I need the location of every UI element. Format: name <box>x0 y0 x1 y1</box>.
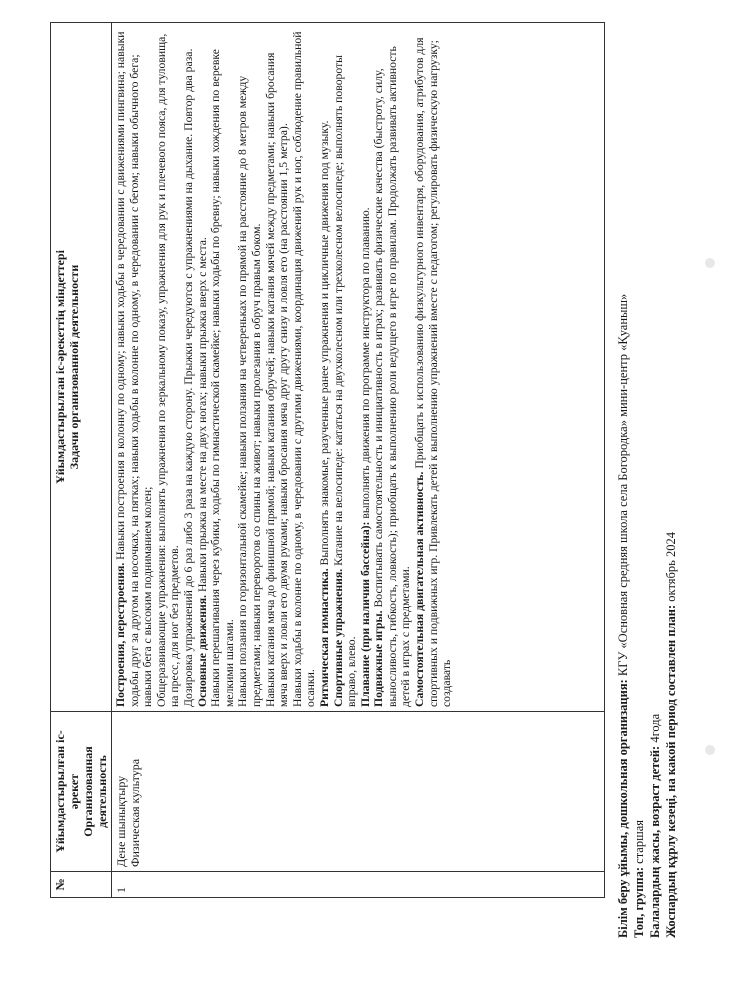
task-text: Выполнять знакомые, разученные ранее упражнения и цикличные движения под музыку. <box>317 120 331 569</box>
row-number: 1 <box>112 872 605 898</box>
row-activity-ru: Физическая культура <box>128 758 142 867</box>
task-paragraph <box>332 27 359 707</box>
task-paragraph <box>372 27 413 707</box>
organization-label: Білім беру ұйымы, дошкольная организация: <box>616 679 630 938</box>
task-paragraph <box>155 27 182 707</box>
task-text: Навыки построения в колонну по одному; навыки ходьбы в чередовании с движениями пингвина; навыки ходьбы друг за другом на носочках, на пятках; навыки ходьбы в колонне по одному, в чередовании с бегом; навыки обычного бега; навыки бега с высоким подниманием колен; <box>114 31 155 707</box>
task-heading: Плавание (при наличии бассейна): <box>358 521 372 707</box>
task-paragraph <box>114 27 155 707</box>
group-label: Топ, группа: <box>632 866 646 938</box>
task-paragraph <box>264 27 291 707</box>
table-header-row <box>51 23 112 898</box>
age-label: Балалардың жасы, возраст детей: <box>648 745 662 938</box>
task-text: Общеразвивающие упражнения: выполнять упражнения по зеркальному показу, упражнения для рук и плечевого пояса, для туловища, на пресс, для ног без предметов. <box>154 33 182 707</box>
row-tasks <box>112 23 605 712</box>
document-header <box>615 18 679 938</box>
header-tasks-ru: Задачи организованной деятельности <box>67 264 81 470</box>
age-line <box>647 18 663 938</box>
organization-line <box>615 18 631 938</box>
task-text: Навыки перешагивания через кубики, ходьбы по гимнастической скамейке; навыки ходьбы по бревну; навыки хождения по веревке мелкими шагами. <box>209 49 236 707</box>
task-heading: Основные движения. <box>195 594 209 707</box>
header-number: № <box>51 872 112 898</box>
task-heading: Спортивные упражнения. <box>331 568 345 707</box>
header-activity-kz: Ұйымдастырылған іс-әрекет <box>53 730 81 853</box>
task-text: Приобщать к использованию физкультурного инвентаря, оборудования, атрибутов для спортивных и подвижных игр. Привлекать детей к выполнению упражнений вместе с педагогом; регулировать физическую нагрузку; создавать <box>413 37 454 707</box>
task-paragraph <box>413 27 454 707</box>
task-heading: Построения, перестроения. <box>114 562 127 707</box>
period-label: Жоспардың құрлу кезеңі, на какой период составлен план: <box>664 604 678 938</box>
group-value: старшая <box>632 819 646 864</box>
row-activity-kz: Дене шынықтыру <box>114 775 128 867</box>
group-line <box>631 18 647 938</box>
task-text: Навыки прыжка на месте на двух ногах; навыки прыжка вверх с места. <box>195 237 209 595</box>
header-tasks <box>51 23 112 712</box>
task-paragraph <box>291 27 318 707</box>
row-activity <box>112 712 605 872</box>
task-paragraph <box>196 27 210 707</box>
organization-value: КГУ «Основная средняя школа села Богородка» мини-центр «Қуаныш» <box>616 293 630 677</box>
header-activity <box>51 712 112 872</box>
task-heading: Подвижные игры. <box>372 610 386 707</box>
task-heading: Ритмическая гимнастика. <box>317 568 331 707</box>
task-text: Катание на велосипеде: кататься на двухколесном или трехколесном велосипеде; выполнять повороты вправо, влево. <box>331 54 359 707</box>
task-heading: Самостоятельная двигательная активность. <box>413 471 427 707</box>
task-paragraph <box>209 27 236 707</box>
period-value: октябрь 2024 <box>664 532 678 602</box>
header-tasks-kz: Ұйымдастырылған іс-әрекеттің міндеттері <box>53 250 67 484</box>
task-paragraph <box>236 27 263 707</box>
period-line <box>663 18 679 938</box>
task-paragraph <box>182 27 196 707</box>
task-paragraph <box>359 27 373 707</box>
table-row <box>112 23 605 898</box>
task-text: выполнять движения по программе инструктора по плаванию. <box>358 207 372 522</box>
task-text: Навыки ползания по горизонтальной скамейке; навыки ползания на четвереньках по прямой на расстояние до 8 метров между предметами; навыки переворотов со спины на живот; навыки пролезания в обруч правым боком. <box>236 75 263 707</box>
age-value: 4года <box>648 713 662 743</box>
plan-table <box>50 22 605 898</box>
task-text: Навыки ходьбы в колонне по одному, в чередовании с другими движениями, координация движений рук и ног, соблюдение правильной осанки. <box>290 31 318 707</box>
task-text: Навыки катания мяча до финишной прямой; навыки катания обручей; навыки катания мячей между предметами; навыки бросания мяча вверх и ловли его двумя руками; навыки бросания мяча друг другу снизу и ловля его (на расстоянии 1,5 метра). <box>263 52 291 707</box>
task-text: Дозировка упражнений до 6 раз либо 3 раза на каждую сторону. Прыжки чередуются с упражнениями на дыхание. Повтор два раза. <box>181 48 195 707</box>
task-text: Воспитывать самостоятельность и инициативность в играх; развивать физические качества (быстроту, силу, выносливость, гибкость, ловкость); приобщать к выполнению роли ведущего в игре по правилам. Продолжать развивать активность детей в играх с предметами. <box>372 46 413 707</box>
header-activity-ru: Организованная деятельность <box>81 746 109 837</box>
task-paragraph <box>318 27 332 707</box>
